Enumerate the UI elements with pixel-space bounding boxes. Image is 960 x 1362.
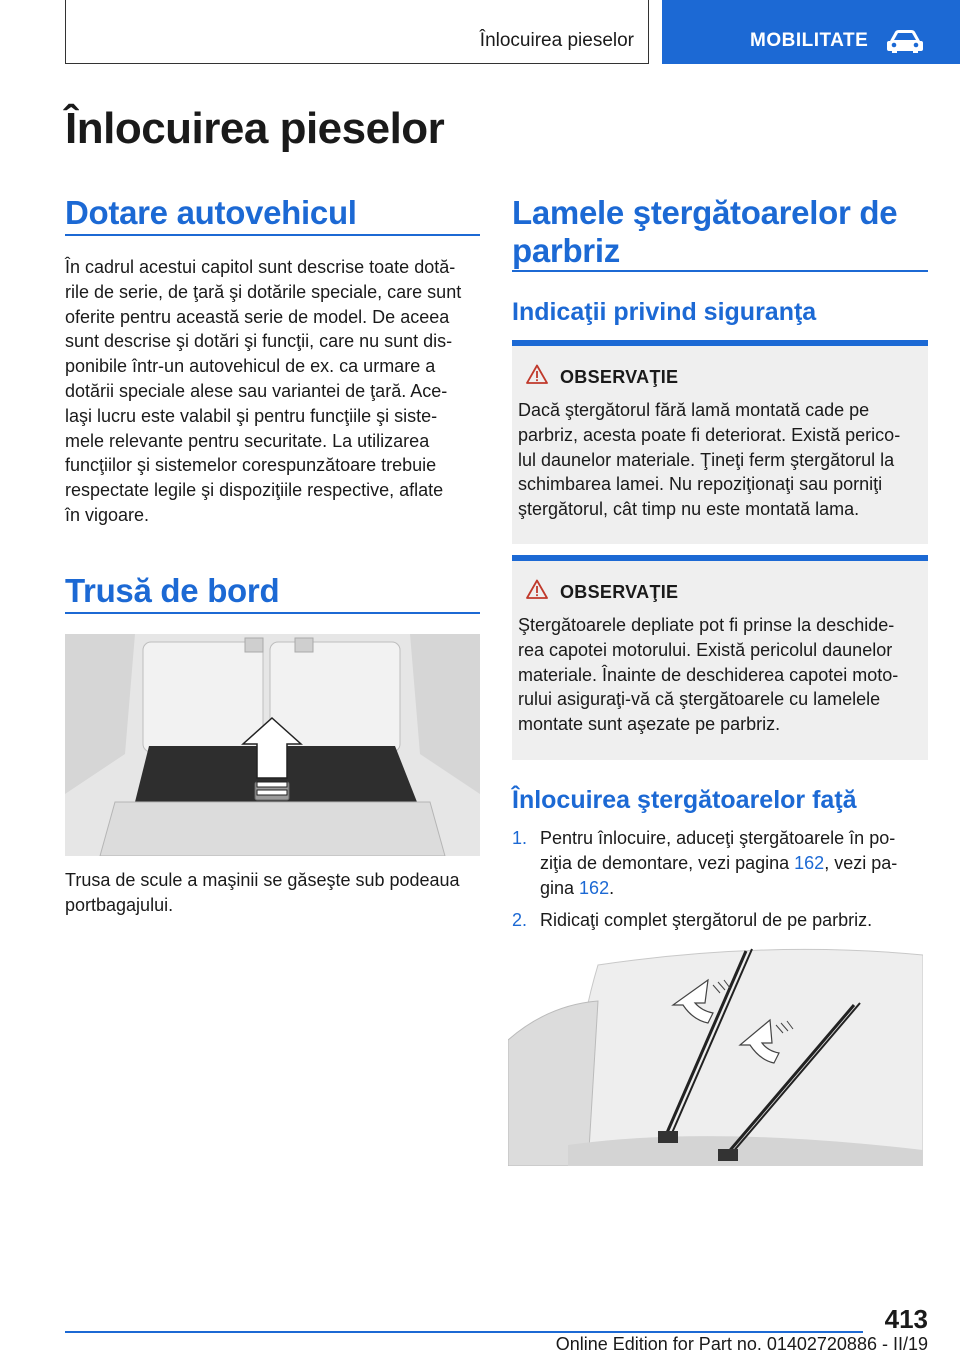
note-label: OBSERVAŢIE	[560, 367, 679, 387]
page-link[interactable]: 162	[794, 852, 825, 873]
header-section-title: Înlocuirea pieselor	[479, 30, 634, 51]
warning-triangle-icon	[526, 364, 548, 384]
warning-triangle-icon	[526, 579, 548, 599]
footer-rule	[65, 1331, 863, 1333]
note-text: Dacă ştergătorul fără lamă montată cade pe parbriz, acesta poate fi deteriorat. Există perico‐ lul daunelor materiale. Ţineţi ferm ştergătorul la schimbarea lamei. Nu repoziţionaţi sau porniţi ştergătorul, cât timp nu este montată lama.	[518, 400, 901, 520]
note-box-1	[512, 340, 928, 544]
section-rule	[65, 234, 480, 236]
subsection-title-inlocuirea: Înlocuirea ştergătoarelor faţă	[512, 786, 857, 814]
step-number: 1.	[512, 828, 528, 848]
step-number: 2.	[512, 910, 528, 930]
trusa-caption: Trusa de scule a maşinii se găseşte sub podeaua portbagajului.	[65, 870, 460, 915]
trunk-toolkit-illustration	[65, 634, 480, 856]
note-label: OBSERVAŢIE	[560, 582, 679, 602]
note-text: Ştergătoarele depliate pot fi prinse la deschide‐ rea capotei motorului. Există pericolul daunelor materiale. Înainte de deschiderea capotei moto‐ rului asiguraţi-vă că ştergătoarele cu lamelele montate sunt aşezate pe parbriz.	[518, 615, 899, 735]
header-chapter-label: MOBILITATE	[750, 30, 869, 51]
section-title-trusa: Trusă de bord	[65, 572, 280, 609]
page-number: 413	[884, 1304, 928, 1334]
section-rule	[512, 270, 928, 272]
subsection-title-siguranta: Indicaţii privind siguranţa	[512, 298, 817, 326]
section-rule	[65, 612, 480, 614]
section-title-dotare: Dotare autovehicul	[65, 194, 357, 231]
dotare-paragraph: În cadrul acestui capitol sunt descrise toate dotă‐ rile de serie, de ţară şi dotările speciale, care sunt oferite pentru această serie de model. De aceea sunt descrise şi dotări şi funcţii, care nu sunt dis‐ ponibile într-un autovehicul de ex. ca urmare a dotării speciale alese sau variantei de ţară. Ace‐ laşi lucru este valabil şi pentru funcţiile şi siste‐ mele relevante pentru securitate. La utilizarea funcţiilor şi sistemelor corespunzătoare trebuie respectate legile şi dispoziţiile respective, aflate în vigoare.	[65, 257, 462, 525]
page-link[interactable]: 162	[579, 877, 610, 898]
note-box-2	[512, 555, 928, 760]
header-chapter-tab[interactable]	[662, 0, 960, 64]
wiper-illustration	[508, 945, 923, 1166]
section-title-lamele: Lamele ştergătoarelor de parbriz	[512, 194, 898, 269]
page-title: Înlocuirea pieselor	[65, 104, 445, 153]
footer-edition: Online Edition for Part no. 01402720886 - II/19	[555, 1334, 928, 1354]
header-section-box	[65, 0, 649, 64]
car-icon	[886, 28, 924, 54]
